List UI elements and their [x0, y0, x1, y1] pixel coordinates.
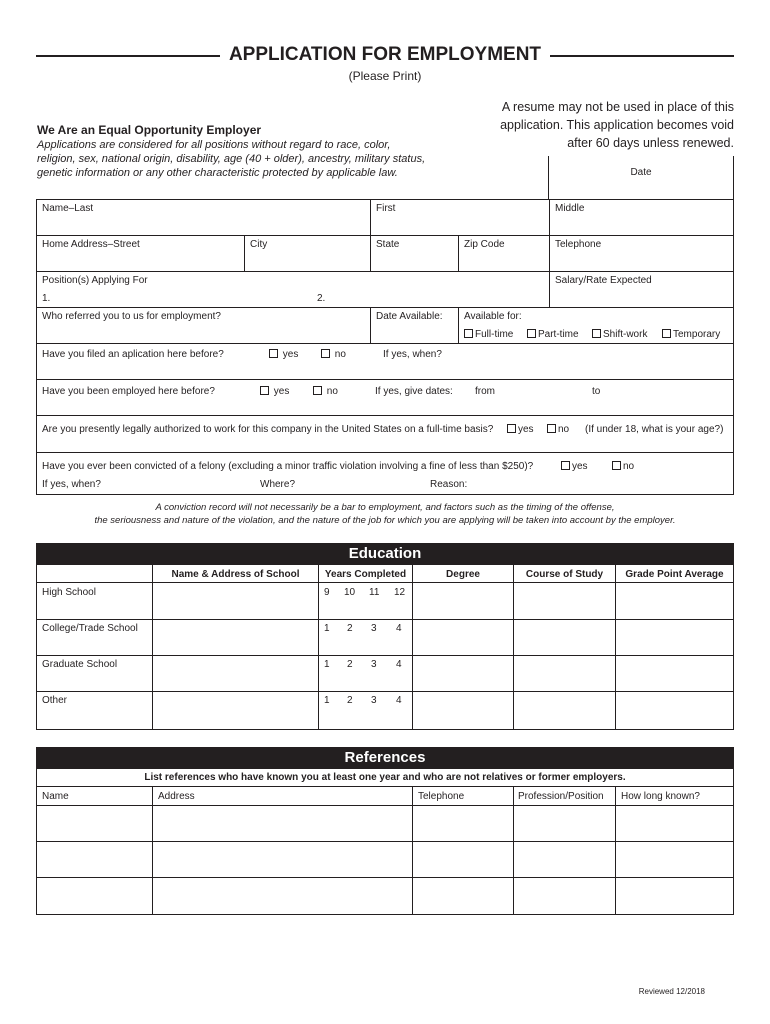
telephone-field[interactable]	[550, 251, 732, 271]
resume-notice-line: after 60 days unless renewed.	[567, 136, 734, 150]
employed-before-label: Have you been employed here before?	[42, 386, 215, 397]
employed-no-option[interactable]: no	[313, 386, 338, 397]
edu-year-option[interactable]: 4	[396, 623, 402, 634]
edu-row-label: High School	[42, 587, 96, 598]
name-last-label: Name–Last	[42, 203, 94, 214]
eeo-line: genetic information or any other characteristic protected by applicable law.	[37, 167, 398, 179]
to-field[interactable]	[606, 383, 730, 399]
referred-field[interactable]	[37, 323, 369, 343]
edu-bottom-rule	[36, 729, 734, 730]
felony-yes-option[interactable]: yes	[561, 461, 588, 472]
edu-year-option[interactable]: 1	[324, 695, 330, 706]
edu-year-option[interactable]: 2	[347, 659, 353, 670]
table-bottom-rule	[36, 494, 734, 495]
felony-reason-label: Reason:	[430, 479, 468, 490]
conviction-note: the seriousness and nature of the violation, and the nature of the job for which you are applying will be taken into account by the employer.	[94, 515, 676, 526]
referred-label: Who referred you to us for employment?	[42, 311, 221, 322]
row-rule	[36, 379, 734, 380]
home-address-field[interactable]	[37, 251, 243, 271]
row-rule	[36, 452, 734, 453]
authorized-label: Are you presently legally authorized to work for this company in the United States on a full-time basis?	[42, 424, 494, 435]
divider	[412, 565, 413, 730]
row-rule	[36, 307, 734, 308]
position-1-field[interactable]	[52, 290, 310, 306]
fulltime-option[interactable]: Full-time	[464, 329, 513, 340]
available-for-label: Available for:	[464, 311, 522, 322]
felony-no-option[interactable]: no	[612, 461, 634, 472]
telephone-label: Telephone	[555, 239, 602, 250]
filed-yes-option[interactable]: yes	[269, 349, 298, 360]
divider	[152, 565, 153, 730]
title-rule-left	[36, 55, 220, 57]
employed-dates-label: If yes, give dates:	[375, 386, 453, 397]
row-rule	[36, 582, 734, 583]
page-subtitle: (Please Print)	[348, 69, 422, 83]
divider	[615, 565, 616, 730]
temporary-option[interactable]: Temporary	[662, 329, 720, 340]
position-2-label: 2.	[317, 293, 326, 304]
edu-col-degree: Degree	[446, 569, 480, 580]
row-rule	[36, 235, 734, 236]
divider	[318, 565, 319, 730]
felony-label: Have you ever been convicted of a felony (excluding a minor traffic violation involving a fine of less than $250)?	[42, 461, 534, 472]
felony-reason-field[interactable]	[475, 477, 730, 493]
filed-no-option[interactable]: no	[321, 349, 346, 360]
filed-when-label: If yes, when?	[383, 349, 442, 360]
ref-col-address: Address	[158, 791, 195, 802]
education-header: Education	[36, 543, 734, 565]
resume-notice-line: application. This application becomes void	[500, 118, 734, 132]
position-1-label: 1.	[42, 293, 51, 304]
edu-row-label: College/Trade School	[42, 623, 138, 634]
edu-right-rule	[733, 565, 734, 730]
edu-year-option[interactable]: 11	[369, 587, 380, 598]
city-field[interactable]	[245, 251, 369, 271]
felony-when-label: If yes, when?	[42, 479, 101, 490]
shiftwork-option[interactable]: Shift-work	[592, 329, 647, 340]
edu-year-option[interactable]: 4	[396, 695, 402, 706]
checkbox[interactable]	[612, 461, 621, 470]
checkbox[interactable]	[547, 424, 556, 433]
row-rule	[36, 655, 734, 656]
checkbox[interactable]	[507, 424, 516, 433]
date-label: Date	[630, 167, 652, 178]
edu-col-school: Name & Address of School	[171, 569, 300, 580]
edu-year-option[interactable]: 3	[371, 659, 377, 670]
references-header: References	[36, 747, 734, 769]
conviction-note: A conviction record will not necessarily be a bar to employment, and factors such as the timing of the offense,	[155, 502, 615, 513]
edu-col-years: Years Completed	[324, 569, 407, 580]
references-instruction: List references who have known you at least one year and who are not relatives or former employers.	[144, 772, 626, 783]
under-18-label: (If under 18, what is your age?)	[585, 424, 724, 435]
eeo-heading: We Are an Equal Opportunity Employer	[37, 123, 262, 137]
filed-when-field[interactable]	[446, 346, 730, 362]
zip-label: Zip Code	[464, 239, 505, 250]
salary-label: Salary/Rate Expected	[555, 275, 652, 286]
eeo-line: Applications are considered for all positions without regard to race, color,	[37, 139, 391, 151]
parttime-option[interactable]: Part-time	[527, 329, 579, 340]
edu-year-option[interactable]: 1	[324, 659, 330, 670]
filed-before-label: Have you filed an aplication here before?	[42, 349, 224, 360]
authorized-no-option[interactable]: no	[547, 424, 569, 435]
felony-when-field[interactable]	[110, 477, 250, 493]
edu-row-label: Other	[42, 695, 68, 706]
city-label: City	[250, 239, 268, 250]
resume-notice-line: A resume may not be used in place of this	[501, 100, 734, 114]
edu-row-label: Graduate School	[42, 659, 118, 670]
divider	[513, 565, 514, 730]
position-2-field[interactable]	[328, 290, 546, 306]
first-name-field[interactable]	[371, 215, 547, 235]
checkbox[interactable]	[269, 349, 278, 358]
ref-col-telephone: Telephone	[418, 791, 465, 802]
ref-col-profession: Profession/Position	[518, 791, 604, 802]
edu-year-option[interactable]: 4	[396, 659, 402, 670]
edu-year-option[interactable]: 2	[347, 623, 353, 634]
page-title: APPLICATION FOR EMPLOYMENT	[228, 44, 542, 65]
from-field[interactable]	[500, 383, 586, 399]
edu-col-gpa: Grade Point Average	[625, 569, 724, 580]
employed-yes-option[interactable]: yes	[260, 386, 289, 397]
checkbox[interactable]	[561, 461, 570, 470]
row-rule	[36, 691, 734, 692]
table-right-rule	[733, 199, 734, 495]
state-label: State	[376, 239, 400, 250]
name-last-field[interactable]	[37, 215, 369, 235]
ref-right-rule	[733, 769, 734, 915]
reference-row[interactable]	[37, 806, 733, 841]
checkbox[interactable]	[592, 329, 601, 338]
middle-name-field[interactable]	[550, 215, 732, 235]
state-field[interactable]	[371, 251, 457, 271]
home-address-label: Home Address–Street	[42, 239, 140, 250]
position-label: Position(s) Applying For	[42, 275, 148, 286]
divider	[244, 235, 245, 271]
row-rule	[36, 786, 734, 787]
edu-year-option[interactable]: 9	[324, 587, 330, 598]
from-label: from	[475, 386, 495, 397]
edu-left-rule	[36, 565, 37, 730]
edu-col-course: Course of Study	[525, 569, 604, 580]
ref-col-name: Name	[42, 791, 69, 802]
date-available-field[interactable]	[371, 325, 457, 343]
divider	[458, 235, 459, 271]
reference-row[interactable]	[37, 878, 733, 914]
checkbox[interactable]	[321, 349, 330, 358]
zip-field[interactable]	[459, 251, 547, 271]
to-label: to	[592, 386, 601, 397]
edu-year-option[interactable]: 1	[324, 623, 330, 634]
checkbox[interactable]	[313, 386, 322, 395]
edu-year-option[interactable]: 12	[394, 587, 406, 598]
edu-year-option[interactable]: 10	[344, 587, 356, 598]
row-rule	[36, 343, 734, 344]
felony-where-label: Where?	[260, 479, 296, 490]
middle-name-label: Middle	[555, 203, 585, 214]
eeo-line: religion, sex, national origin, disability, age (40 + older), ancestry, military status,	[37, 153, 426, 165]
salary-field[interactable]	[550, 288, 732, 306]
checkbox[interactable]	[464, 329, 473, 338]
authorized-yes-option[interactable]: yes	[507, 424, 534, 435]
checkbox[interactable]	[662, 329, 671, 338]
table-top-rule	[36, 199, 734, 200]
reference-row[interactable]	[37, 842, 733, 877]
felony-where-field[interactable]	[300, 477, 420, 493]
first-name-label: First	[376, 203, 396, 214]
date-available-label: Date Available:	[376, 311, 443, 322]
checkbox[interactable]	[527, 329, 536, 338]
edu-year-option[interactable]: 3	[371, 623, 377, 634]
date-field[interactable]	[548, 181, 734, 199]
title-rule-right	[550, 55, 734, 57]
checkbox[interactable]	[260, 386, 269, 395]
ref-bottom-rule	[36, 914, 734, 915]
edu-year-option[interactable]: 2	[347, 695, 353, 706]
table-left-rule	[36, 199, 37, 495]
reviewed-date: Reviewed 12/2018	[638, 987, 705, 996]
divider	[458, 307, 459, 343]
edu-year-option[interactable]: 3	[371, 695, 377, 706]
row-rule	[36, 415, 734, 416]
ref-col-how-long: How long known?	[621, 791, 700, 802]
row-rule	[36, 271, 734, 272]
row-rule	[36, 619, 734, 620]
